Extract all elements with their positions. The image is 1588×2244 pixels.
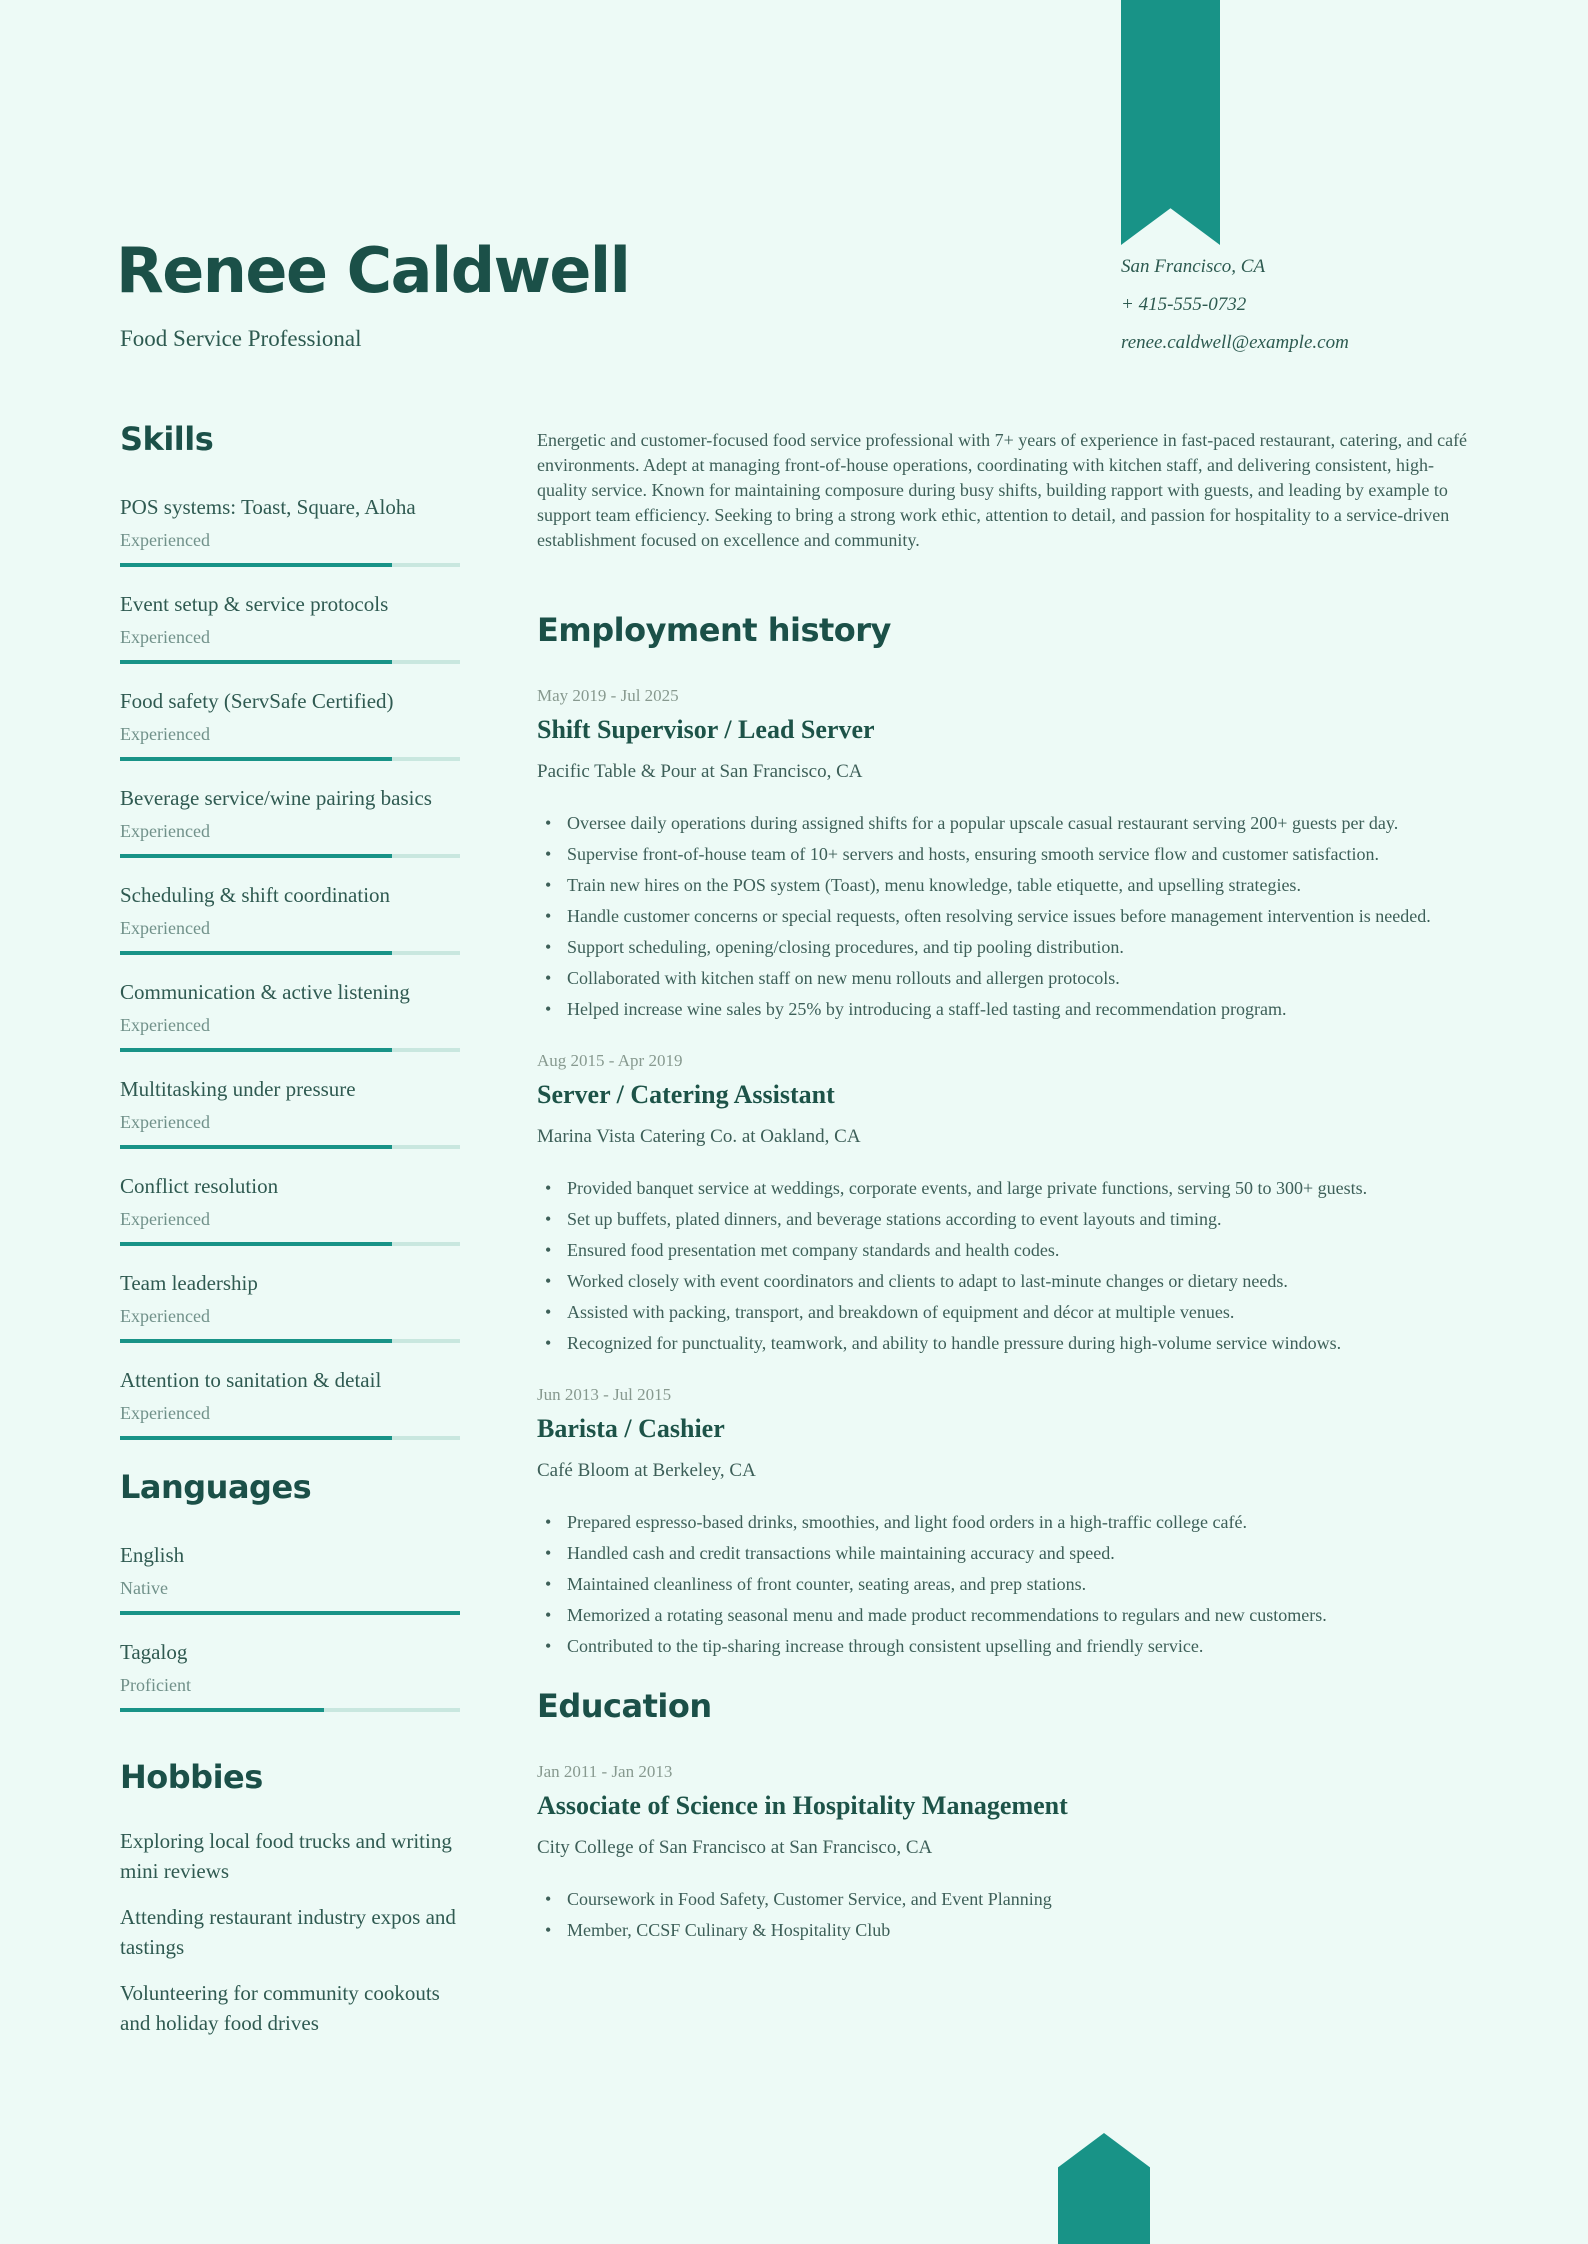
skill-item [120, 688, 460, 761]
education-entry [537, 1761, 1482, 1943]
education-school: City College of San Francisco at San Francisco, CA [537, 1837, 933, 1858]
job-bullet: • Prepared espresso-based drinks, smoothies, and light food orders in a high-traffic college café. [537, 1510, 1482, 1535]
skill-name: Communication & active listening [120, 980, 410, 1004]
skill-progress-fill [120, 757, 392, 761]
job-bullet: • Maintained cleanliness of front counter, seating areas, and prep stations. [537, 1572, 1482, 1597]
job-bullet: • Provided banquet service at weddings, corporate events, and large private functions, serving 50 to 300+ guests. [537, 1176, 1482, 1201]
employment-section-heading: Employment history [537, 611, 891, 649]
education-degree: Associate of Science in Hospitality Management [537, 1791, 1068, 1820]
job-bullet: • Train new hires on the POS system (Toast), menu knowledge, table etiquette, and upselling strategies. [537, 873, 1482, 898]
skill-progress-fill [120, 951, 392, 955]
skill-name: Conflict resolution [120, 1174, 279, 1198]
language-progress-fill [120, 1611, 460, 1615]
job-company: Marina Vista Catering Co. at Oakland, CA [537, 1126, 861, 1147]
sidebar [120, 420, 460, 2054]
job-dates: Aug 2015 - Apr 2019 [537, 1051, 683, 1070]
job-bullet: • Collaborated with kitchen staff on new menu rollouts and allergen protocols. [537, 966, 1482, 991]
skill-level: Experienced [120, 1112, 210, 1132]
skill-name: Scheduling & shift coordination [120, 883, 391, 907]
skill-progress-fill [120, 1436, 392, 1440]
skill-item [120, 1076, 460, 1149]
job-bullet: • Memorized a rotating seasonal menu and made product recommendations to regulars and new customers. [537, 1603, 1482, 1628]
skill-item [120, 494, 460, 567]
skill-progress-bar [120, 1145, 460, 1149]
language-level: Native [120, 1578, 168, 1598]
contact-location: San Francisco, CA [1121, 256, 1266, 277]
skill-progress-bar [120, 1436, 460, 1440]
skill-progress-fill [120, 660, 392, 664]
skill-level: Experienced [120, 1209, 210, 1229]
skill-progress-bar [120, 951, 460, 955]
language-progress-bar [120, 1708, 460, 1712]
job-bullet: • Set up buffets, plated dinners, and beverage stations according to event layouts and timing. [537, 1207, 1482, 1232]
skill-name: Team leadership [120, 1271, 258, 1295]
job-bullet: • Handle customer concerns or special requests, often resolving service issues before management intervention is needed. [537, 904, 1482, 929]
education-bullet: • Member, CCSF Culinary & Hospitality Club [537, 1918, 1482, 1943]
skill-progress-bar [120, 660, 460, 664]
skill-item [120, 979, 460, 1052]
education-section-heading: Education [537, 1687, 712, 1725]
contact-email: renee.caldwell@example.com [1121, 332, 1349, 353]
skill-progress-bar [120, 1048, 460, 1052]
skill-name: Beverage service/wine pairing basics [120, 786, 432, 810]
job-bullet: • Supervise front-of-house team of 10+ servers and hosts, ensuring smooth service flow and customer satisfaction. [537, 842, 1482, 867]
job-entry [537, 1050, 1482, 1356]
job-bullet: • Recognized for punctuality, teamwork, and ability to handle pressure during high-volume service windows. [537, 1331, 1482, 1356]
skill-progress-fill [120, 1145, 392, 1149]
job-bullet-list [537, 1176, 1482, 1356]
skill-level: Experienced [120, 1403, 210, 1423]
skill-level: Experienced [120, 627, 210, 647]
language-progress-fill [120, 1708, 324, 1712]
job-title: Server / Catering Assistant [537, 1080, 835, 1109]
job-entry [537, 685, 1482, 1022]
job-bullet: • Contributed to the tip-sharing increase through consistent upselling and friendly service. [537, 1634, 1482, 1659]
job-dates: Jun 2013 - Jul 2015 [537, 1385, 672, 1404]
education-bullet: • Coursework in Food Safety, Customer Service, and Event Planning [537, 1887, 1482, 1912]
page-bottom-pointer-icon [1058, 2133, 1150, 2244]
job-bullet-list [537, 811, 1482, 1022]
candidate-name: Renee Caldwell [116, 234, 630, 307]
candidate-job-title: Food Service Professional [120, 326, 362, 351]
job-company: Café Bloom at Berkeley, CA [537, 1460, 756, 1481]
skills-section-heading: Skills [120, 420, 214, 458]
skill-item [120, 1270, 460, 1343]
job-bullet: • Oversee daily operations during assigned shifts for a popular upscale casual restaurant serving 200+ guests per day. [537, 811, 1482, 836]
language-name: English [120, 1543, 185, 1567]
skill-item [120, 882, 460, 955]
job-bullet-list [537, 1510, 1482, 1659]
job-title: Shift Supervisor / Lead Server [537, 715, 875, 744]
main-column [537, 428, 1482, 1949]
skill-progress-bar [120, 757, 460, 761]
education-dates: Jan 2011 - Jan 2013 [537, 1762, 673, 1781]
skill-progress-fill [120, 1048, 392, 1052]
language-item [120, 1542, 460, 1615]
language-level: Proficient [120, 1675, 191, 1695]
skill-progress-bar [120, 563, 460, 567]
job-company: Pacific Table & Pour at San Francisco, CA [537, 761, 863, 782]
profile-summary: Energetic and customer-focused food service professional with 7+ years of experience in fast-paced restaurant, catering, and café environments. Adept at managing front-of-house operations, coordinating with kitchen staff, and delivering consistent, high-quality service. Known for maintaining composure during busy shifts, building rapport with guests, and leading by example to support team efficiency. Seeking to bring a strong work ethic, attention to detail, and passion for hospitality to a service-driven establishment focused on excellence and community. [537, 430, 1468, 550]
education-bullet-list [537, 1887, 1482, 1943]
skill-item [120, 785, 460, 858]
skill-progress-fill [120, 854, 392, 858]
skill-name: Event setup & service protocols [120, 592, 389, 616]
skill-progress-bar [120, 1242, 460, 1246]
languages-section-heading: Languages [120, 1468, 312, 1506]
bookmark-ribbon-icon [1121, 0, 1220, 245]
skill-level: Experienced [120, 530, 210, 550]
skill-progress-fill [120, 563, 392, 567]
skill-level: Experienced [120, 821, 210, 841]
job-bullet: • Helped increase wine sales by 25% by introducing a staff-led tasting and recommendation program. [537, 997, 1482, 1022]
skill-level: Experienced [120, 1015, 210, 1035]
job-bullet: • Ensured food presentation met company standards and health codes. [537, 1238, 1482, 1263]
skill-name: Food safety (ServSafe Certified) [120, 689, 394, 713]
skill-item [120, 591, 460, 664]
job-bullet: • Support scheduling, opening/closing procedures, and tip pooling distribution. [537, 935, 1482, 960]
job-bullet: • Assisted with packing, transport, and breakdown of equipment and décor at multiple venues. [537, 1300, 1482, 1325]
job-bullet: • Handled cash and credit transactions while maintaining accuracy and speed. [537, 1541, 1482, 1566]
hobby-item: Volunteering for community cookouts and holiday food drives [120, 1981, 440, 2035]
contact-info [1121, 256, 1349, 370]
language-name: Tagalog [120, 1640, 188, 1664]
job-bullet: • Worked closely with event coordinators and clients to adapt to last-minute changes or dietary needs. [537, 1269, 1482, 1294]
job-title: Barista / Cashier [537, 1414, 725, 1443]
skill-item [120, 1173, 460, 1246]
language-progress-bar [120, 1611, 460, 1615]
job-entry [537, 1384, 1482, 1659]
hobbies-section-heading: Hobbies [120, 1758, 263, 1796]
hobby-item: Attending restaurant industry expos and tastings [120, 1905, 456, 1959]
skill-progress-fill [120, 1242, 392, 1246]
hobby-item: Exploring local food trucks and writing mini reviews [120, 1829, 452, 1883]
skill-level: Experienced [120, 918, 210, 938]
skill-progress-bar [120, 1339, 460, 1343]
skill-progress-fill [120, 1339, 392, 1343]
skill-name: Attention to sanitation & detail [120, 1368, 382, 1392]
skill-level: Experienced [120, 724, 210, 744]
skill-progress-bar [120, 854, 460, 858]
job-dates: May 2019 - Jul 2025 [537, 686, 679, 705]
skill-name: Multitasking under pressure [120, 1077, 356, 1101]
skill-name: POS systems: Toast, Square, Aloha [120, 495, 416, 519]
skill-level: Experienced [120, 1306, 210, 1326]
language-item [120, 1639, 460, 1712]
contact-phone: + 415-555-0732 [1121, 294, 1247, 315]
skill-item [120, 1367, 460, 1440]
